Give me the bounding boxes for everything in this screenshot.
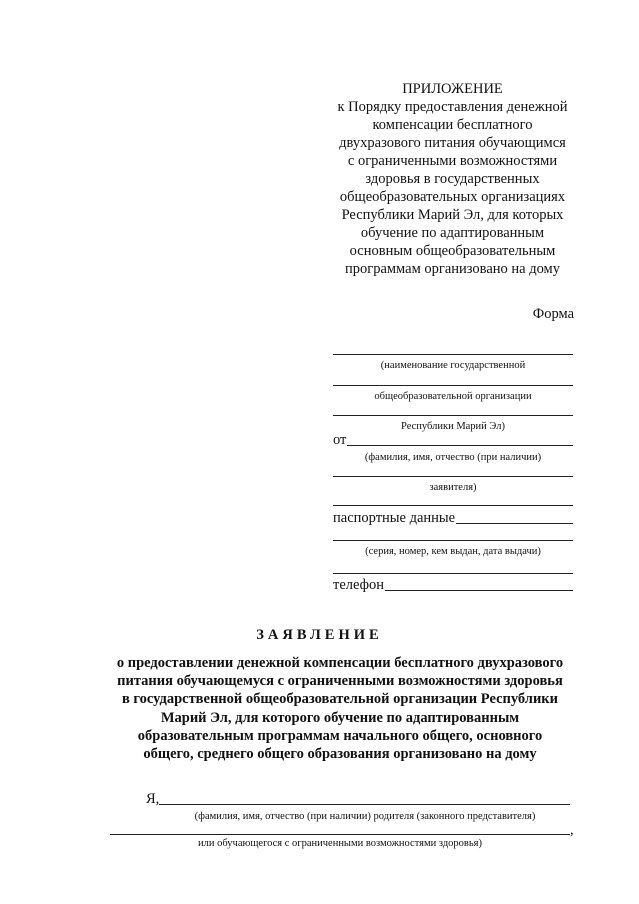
form-label: Форма	[532, 306, 574, 322]
subject-line: о предоставлении денежной компенсации бесплатного двухразового	[116, 655, 564, 671]
appendix-line: общеобразовательных организациях	[339, 189, 566, 205]
passport-line-2[interactable]	[333, 540, 573, 541]
subject-line: питания обучающемуся с ограниченными возможностями здоровья	[117, 673, 563, 690]
appendix-block	[330, 80, 575, 278]
organization-name-line-3[interactable]	[333, 415, 573, 416]
applicant-name-line[interactable]	[347, 445, 573, 446]
appendix-line: основным общеобразовательным	[349, 243, 556, 259]
ya-label: Я,	[146, 791, 160, 807]
passport-label: паспортные данные	[333, 510, 456, 526]
student-name-line[interactable]	[110, 834, 570, 835]
parent-name-row	[146, 790, 570, 808]
applicant-name-row	[333, 431, 573, 449]
document-subject	[100, 654, 580, 763]
applicant-caption: заявителя)	[429, 482, 477, 493]
passport-line[interactable]	[456, 523, 573, 524]
from-label: от	[333, 432, 347, 448]
student-caption: или обучающегося с ограниченными возможностями здоровья)	[198, 838, 482, 849]
applicant-name-line-2[interactable]	[333, 476, 573, 477]
passport-row	[333, 509, 573, 527]
appendix-line: программам организовано на дому	[344, 261, 560, 277]
phone-row	[333, 576, 573, 594]
organization-name-line-2[interactable]	[333, 385, 573, 386]
organization-name-caption: (наименование государственной	[380, 360, 526, 371]
appendix-line: к Порядку предоставления денежной	[337, 99, 568, 115]
appendix-line: обучение по адаптированным	[360, 225, 545, 241]
appendix-line: компенсации бесплатного	[372, 117, 533, 133]
appendix-line: двухразового питания обучающимся	[339, 135, 566, 151]
passport-caption: (серия, номер, кем выдан, дата выдачи)	[365, 546, 541, 557]
document-title: ЗАЯВЛЕНИЕ	[256, 627, 383, 643]
comma-mark: ,	[570, 822, 574, 838]
phone-line[interactable]	[385, 590, 573, 591]
appendix-line: Республики Марий Эл, для которых	[341, 207, 564, 223]
phone-label: телефон	[333, 577, 385, 593]
subject-line: образовательным программам начального общего, основного	[137, 727, 543, 744]
subject-line: Марий Эл, для которого обучение по адаптированным	[160, 709, 520, 726]
parent-name-line[interactable]	[159, 804, 570, 805]
applicant-name-caption: (фамилия, имя, отчество (при наличии)	[364, 452, 542, 463]
appendix-line: с ограниченными возможностями	[347, 153, 558, 169]
organization-type-caption: общеобразовательной организации	[374, 391, 532, 402]
organization-region-caption: Республики Марий Эл)	[401, 421, 505, 432]
appendix-heading: ПРИЛОЖЕНИЕ	[402, 81, 503, 97]
organization-name-line[interactable]	[333, 354, 573, 355]
applicant-extra-line[interactable]	[333, 505, 573, 506]
parent-name-caption: (фамилия, имя, отчество (при наличии) родителя (законного представителя)	[194, 811, 536, 822]
passport-line-3[interactable]	[333, 573, 573, 574]
subject-line: общего, среднего общего образования организовано на дому	[143, 746, 537, 763]
subject-line: в государственной общеобразовательной организации Республики	[121, 691, 559, 708]
appendix-line: здоровья в государственных	[365, 171, 540, 187]
